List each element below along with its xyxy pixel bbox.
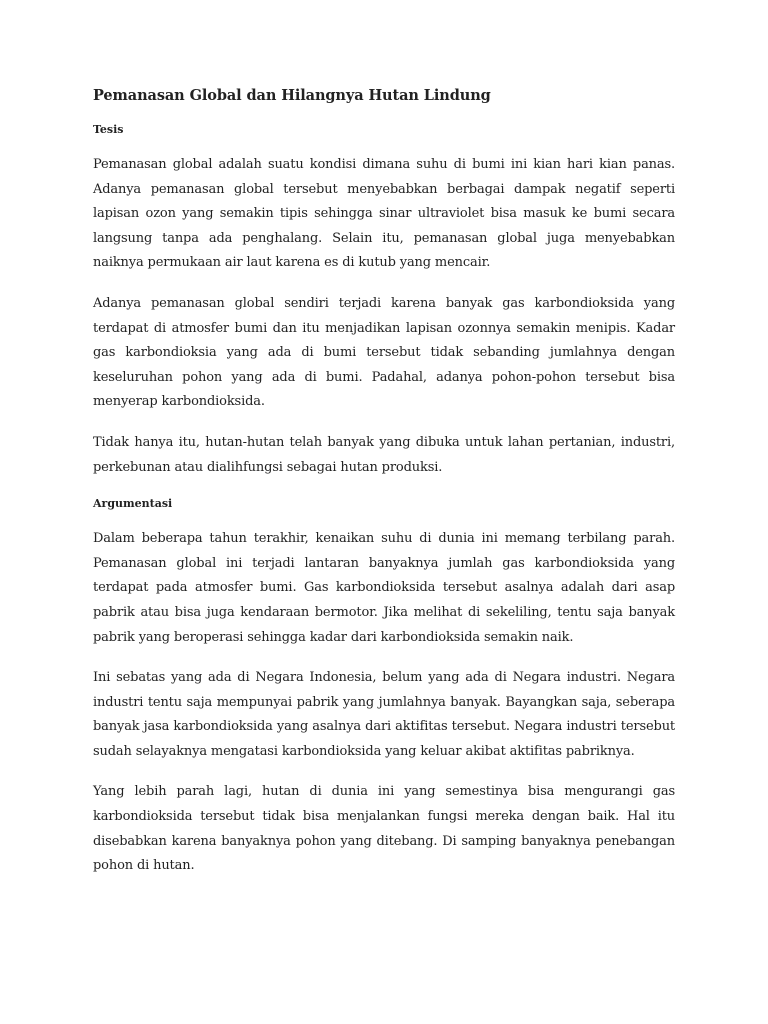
paragraph: Adanya pemanasan global sendiri terjadi karena banyak gas karbondioksida yang terdapat di atmosfer bumi dan itu menjadikan lapisan ozonnya semakin menipis. Kadar gas karbondioksia yang ada di bumi tersebut tidak sebanding jumlahnya dengan keseluruhan pohon yang ada di bumi. Padahal, adanya pohon-pohon tersebut bisa menyerap karbondioksida. — [93, 295, 675, 410]
document-title: Pemanasan Global dan Hilangnya Hutan Lindung — [93, 87, 491, 104]
section-argumentasi — [93, 496, 675, 879]
section-tesis — [93, 122, 675, 480]
paragraph: Pemanasan global adalah suatu kondisi dimana suhu di bumi ini kian hari kian panas. Adanya pemanasan global tersebut menyebabkan berbagai dampak negatif seperti lapisan ozon yang semakin tipis sehingga sinar ultraviolet bisa masuk ke bumi secara langsung tanpa ada penghalang. Selain itu, pemanasan global juga menyebabkan naiknya permukaan air laut karena es di kutub yang mencair. — [93, 157, 675, 271]
paragraph: Ini sebatas yang ada di Negara Indonesia, belum yang ada di Negara industri. Negara industri tentu saja mempunyai pabrik yang jumlahnya banyak. Bayangkan saja, seberapa banyak jasa karbondioksida yang asalnya dari aktifitas tersebut. Negara industri tersebut sudah selayaknya mengatasi karbondioksida yang keluar akibat aktifitas pabriknya. — [93, 670, 675, 759]
paragraph: Dalam beberapa tahun terakhir, kenaikan suhu di dunia ini memang terbilang parah. Pemanasan global ini terjadi lantaran banyaknya jumlah gas karbondioksida yang terdapat pada atmosfer bumi. Gas karbondioksida tersebut asalnya adalah dari asap pabrik atau bisa juga kendaraan bermotor. Jika melihat di sekeliling, tentu saja banyak pabrik yang beroperasi sehingga kadar dari karbondioksida semakin naik. — [93, 531, 675, 645]
paragraph: Tidak hanya itu, hutan-hutan telah banyak yang dibuka untuk lahan pertanian, industri, perkebunan atau dialihfungsi sebagai hutan produksi. — [93, 434, 675, 475]
document-page — [93, 86, 675, 895]
section-heading-argumentasi: Argumentasi — [93, 497, 173, 511]
section-heading-tesis: Tesis — [93, 123, 124, 136]
paragraph: Yang lebih parah lagi, hutan di dunia ini yang semestinya bisa mengurangi gas karbondioksida tersebut tidak bisa menjalankan fungsi mereka dengan baik. Hal itu disebabkan karena banyaknya pohon yang ditebang. Di samping banyaknya penebangan pohon di hutan. — [93, 784, 675, 874]
